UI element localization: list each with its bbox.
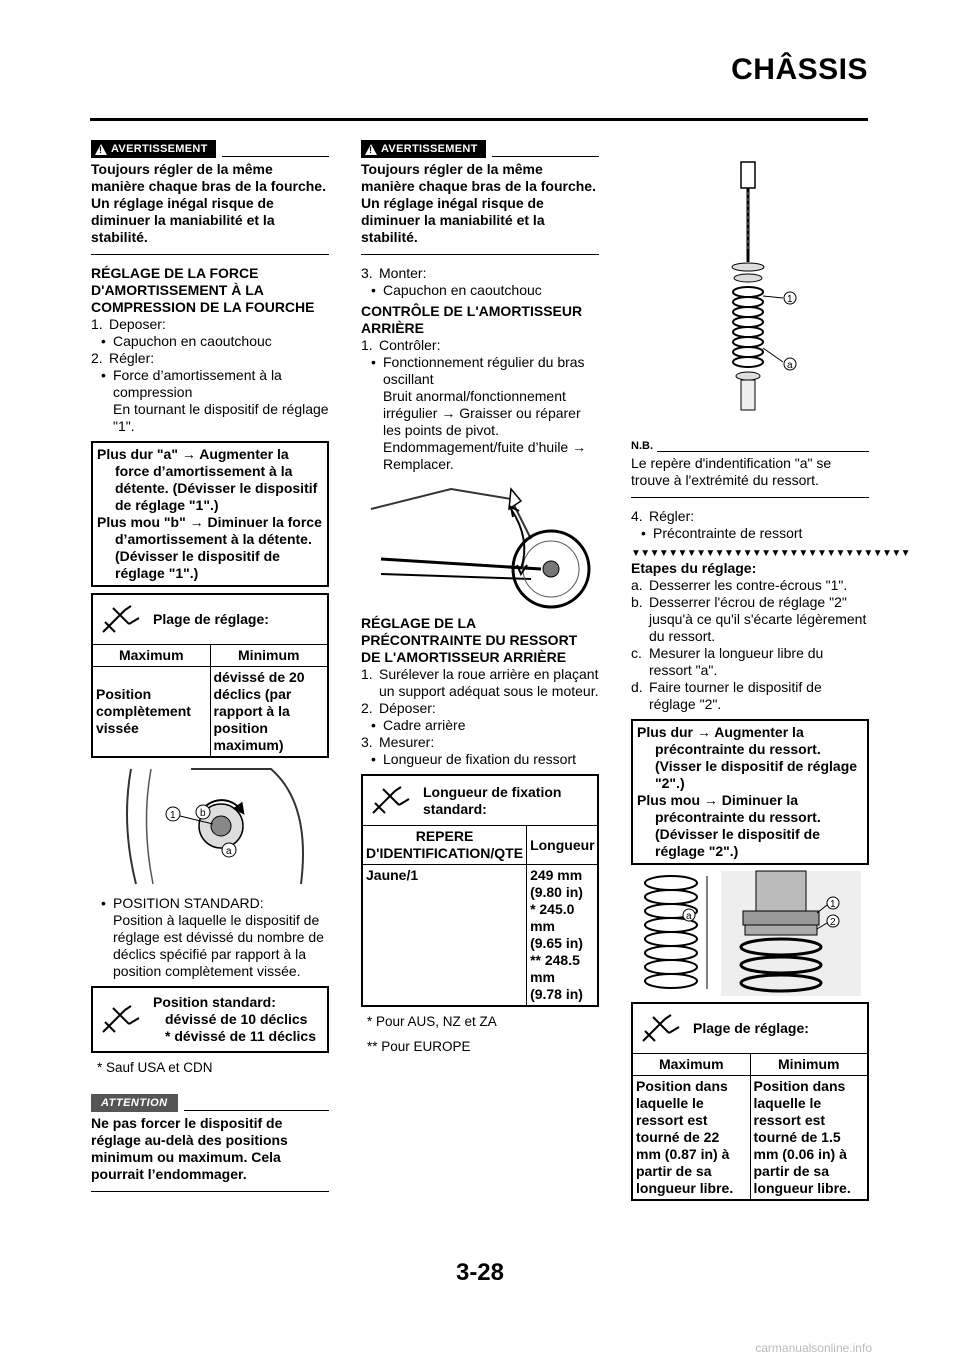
- bullet-item: • Capuchon en caoutchouc: [371, 282, 542, 298]
- bullet-item: • Force d’amortissement à la compression: [101, 367, 282, 400]
- warning-header: [361, 138, 599, 158]
- svg-text:a: a: [787, 360, 793, 371]
- warning-header: [91, 138, 329, 158]
- adjust-box: Plus dur "a" → Augmenter la force d’amortissement à la détente. (Dévisser le dispositif de réglage "1".) Plus mou "b" → Diminuer la force d’amortissement à la détente. (Dévisser le dispositif de réglage "1".): [91, 441, 329, 587]
- wrench-icon: [93, 595, 149, 644]
- step-item: c. Mesurer la longueur libre du ressort "a".: [631, 645, 824, 678]
- sub-text: Position à laquelle le dispositif de réglage est dévissé du nombre de déclics spécifié par rapport à la position complètement vissée.: [113, 912, 324, 979]
- section-heading: RÉGLAGE DE LA FORCE D'AMORTISSEMENT À LA COMPRESSION DE LA FOURCHE: [91, 265, 315, 315]
- footnote: * Sauf USA et CDN: [97, 1060, 213, 1075]
- column-1: [91, 138, 329, 1202]
- page-title: CHÂSSIS: [731, 53, 868, 86]
- triangle-separator: ▼▼▼▼▼▼▼▼▼▼▼▼▼▼▼▼▼▼▼▼▼▼▼▼▼▼▼▼▼▼: [631, 548, 910, 559]
- svg-text:b: b: [200, 808, 206, 819]
- bullet-item: • Précontrainte de ressort: [641, 525, 803, 541]
- bullet-item: • Cadre arrière: [371, 717, 466, 733]
- warning-icon: [365, 144, 377, 155]
- step-item: 1. Surélever la roue arrière en plaçant un support adéquat sous le moteur.: [361, 666, 599, 699]
- step-item: 3. Mesurer:: [361, 734, 435, 750]
- nb-header: N.B.: [631, 438, 869, 455]
- steps-title: Etapes du réglage:: [631, 560, 757, 576]
- warning-text: Toujours régler de la même manière chaque bras de la fourche. Un réglage inégal risque de diminuer la maniabilité et la stabilité.: [91, 161, 329, 255]
- preload-figure: [631, 871, 869, 996]
- step-item: 4. Régler:: [631, 508, 695, 524]
- spec-table: Plage de réglage: Maximum Minimum Position dans laquelle le ressort est tourné de 22 mm (0.87 in) à partir de sa longueur libre. Position dans laquelle le ressort est tourné de 1.5 mm (0.06 in) à partir de sa longueur libre.: [631, 1002, 869, 1201]
- attention-header: [91, 1092, 329, 1112]
- sub-text: En tournant le dispositif de réglage "1".: [113, 401, 329, 434]
- attention-badge: ATTENTION: [91, 1094, 178, 1112]
- warning-badge: ! AVERTISSEMENT: [91, 140, 216, 158]
- footnote: * Pour AUS, NZ et ZA: [367, 1014, 497, 1029]
- spec-table: Plage de réglage: Maximum Minimum Position complètement vissée dévissé de 20 déclics (par rapport à la position maximum): [91, 593, 329, 758]
- swingarm-figure: [361, 479, 599, 609]
- svg-text:1: 1: [787, 294, 793, 305]
- svg-text:1: 1: [170, 810, 176, 821]
- spec-table: Longueur de fixation standard: REPERE D'IDENTIFICATION/QTE Longueur Jaune/1 249 mm (9.80 in) * 245.0 mm (9.65 in) ** 248.5 mm (9.78 in): [361, 774, 599, 1007]
- title-rule: [90, 118, 868, 121]
- step-item: 1. Deposer:: [91, 316, 166, 332]
- footnote: ** Pour EUROPE: [367, 1039, 471, 1054]
- bullet-item: • POSITION STANDARD:: [101, 895, 264, 911]
- page-number: 3-28: [455, 1259, 505, 1286]
- nb-text: Le repère d'indentification "a" se trouve à l'extrémité du ressort.: [631, 455, 869, 498]
- watermark: carmanualsonline.info: [755, 1341, 872, 1355]
- column-3: [631, 138, 910, 1207]
- bullet-item: • Capuchon en caoutchouc: [101, 333, 272, 349]
- wrench-icon: [93, 988, 149, 1051]
- warning-icon: [95, 144, 107, 155]
- step-item: 1. Contrôler:: [361, 337, 441, 353]
- bullet-item: • Longueur de fixation du ressort: [371, 751, 577, 767]
- svg-text:2: 2: [830, 917, 836, 928]
- fork-adjuster-figure: [91, 764, 329, 889]
- warning-badge: ! AVERTISSEMENT: [361, 140, 486, 158]
- warning-text: Toujours régler de la même manière chaque bras de la fourche. Un réglage inégal risque de diminuer la maniabilité et la stabilité.: [361, 161, 599, 255]
- adjust-box: Plus dur → Augmenter la précontrainte du ressort. (Visser le dispositif de réglage "2".) Plus mou → Diminuer la précontrainte du ressort. (Dévisser le dispositif de réglage "2".): [631, 719, 869, 865]
- step-item: 2. Déposer:: [361, 700, 436, 716]
- step-item: b. Desserrer l'écrou de réglage "2" jusqu'à ce qu'il s'écarte légèrement du ressort.: [631, 594, 867, 644]
- section-heading: CONTRÔLE DE L'AMORTISSEUR ARRIÈRE: [361, 303, 583, 336]
- step-item: 3. Monter:: [361, 265, 427, 281]
- standard-position-box: Position standard: dévissé de 10 déclics * dévissé de 11 déclics: [91, 986, 329, 1053]
- attention-text: Ne pas forcer le dispositif de réglage au-delà des positions minimum ou maximum. Cela pourrait l’endommager.: [91, 1115, 329, 1192]
- wrench-icon: [633, 1004, 689, 1053]
- svg-text:a: a: [226, 846, 232, 857]
- wrench-icon: [363, 776, 419, 825]
- sub-text: Endommagement/fuite d’huile → Remplacer.: [383, 439, 587, 472]
- svg-text:1: 1: [830, 899, 836, 910]
- sub-text: Bruit anormal/fonctionnement irrégulier → Graisser ou réparer les points de pivot.: [383, 388, 581, 438]
- column-2: [361, 138, 599, 1055]
- spring-figure: [631, 152, 869, 432]
- step-item: 2. Régler:: [91, 350, 155, 366]
- bullet-item: • Fonctionnement régulier du bras oscillant: [371, 354, 585, 387]
- svg-text:a: a: [686, 911, 692, 922]
- step-item: d. Faire tourner le dispositif de réglage "2".: [631, 679, 822, 712]
- section-heading: RÉGLAGE DE LA PRÉCONTRAINTE DU RESSORT DE L'AMORTISSEUR ARRIÈRE: [361, 615, 578, 665]
- step-item: a. Desserrer les contre-écrous "1".: [631, 577, 848, 593]
